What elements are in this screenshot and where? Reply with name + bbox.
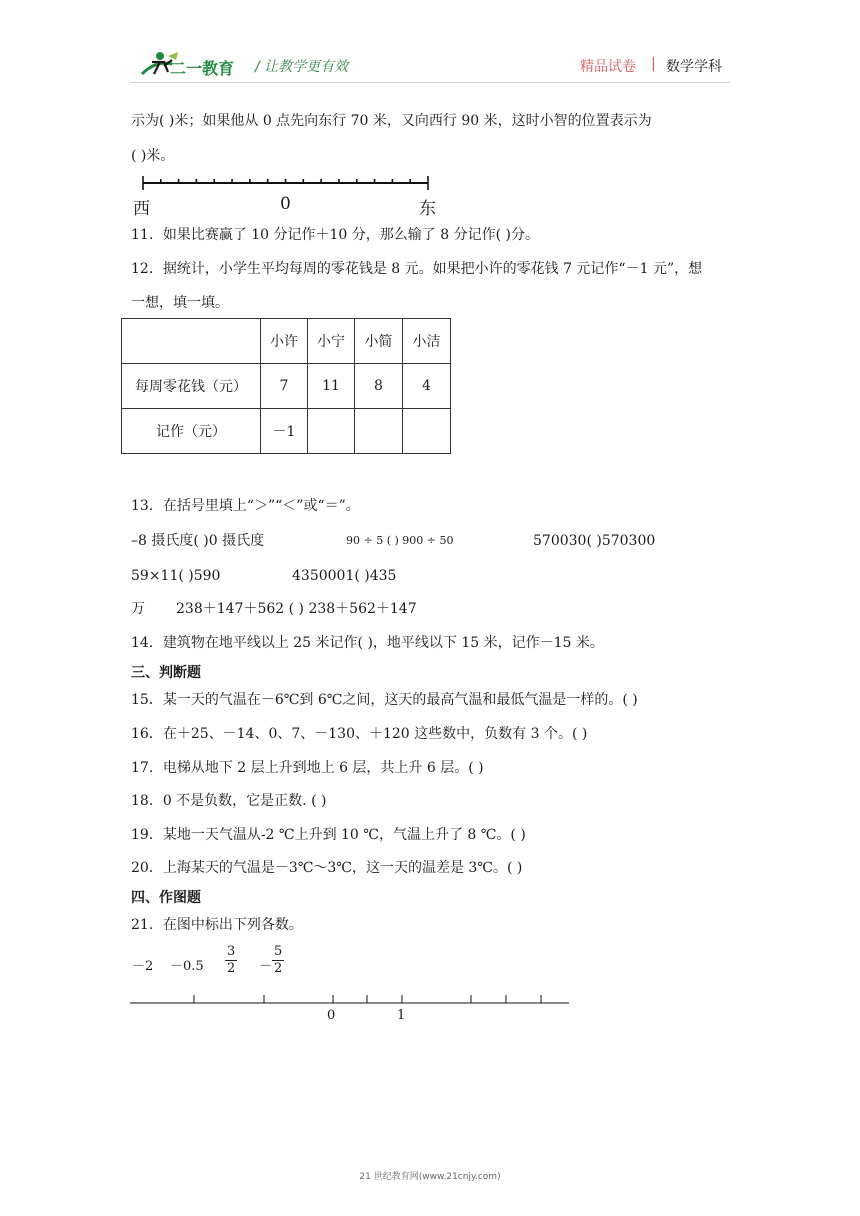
q10-axis-zero: 0 (280, 194, 291, 214)
section-judge-title: 三、判断题 (131, 665, 201, 681)
header-subject: 数学学科 (666, 59, 722, 75)
q21-minus-sign: － (259, 959, 273, 974)
q21-fraction-3-2 (225, 944, 237, 977)
q13-row1-b: 90 ÷ 5 ( ) 900 ÷ 50 (346, 534, 454, 547)
table-cell: 4 (403, 364, 451, 409)
q14-text: 14．建筑物在地平线以上 25 米记作( )，地平线以下 15 米，记作－15 米。 (131, 635, 604, 651)
judge-item-19: 19．某地一天气温从-2 ℃上升到 10 ℃，气温上升了 8 ℃。( ) (131, 827, 526, 843)
header-divider (130, 82, 730, 83)
q13-row1-a: –8 摄氏度( )0 摄氏度 (131, 533, 265, 549)
q12-line2: 一想，填一填。 (131, 295, 229, 311)
table-cell: 8 (355, 364, 403, 409)
q21-label-one: 1 (397, 1008, 406, 1023)
table-cell: 11 (308, 364, 355, 409)
q10-axis-west: 西 (133, 199, 150, 219)
table-answer-cell[interactable] (355, 409, 403, 454)
table-header-row (122, 319, 451, 364)
q11-text: 11．如果比赛赢了 10 分记作＋10 分，那么输了 8 分记作( )分。 (131, 227, 539, 243)
q21-number-line (125, 990, 575, 1010)
q12-line1: 12．据统计，小学生平均每周的零花钱是 8 元。如果把小许的零花钱 7 元记作“－1 元”，想 (131, 261, 703, 277)
header-separator: | (651, 56, 656, 72)
section-drawing-title: 四、作图题 (131, 890, 201, 906)
fraction-numerator: 5 (274, 944, 283, 959)
judge-item-17: 17．电梯从地下 2 层上升到地上 6 层，共上升 6 层。( ) (131, 760, 484, 776)
fraction-denominator: 2 (227, 961, 236, 976)
table-cell: －1 (261, 409, 308, 454)
judge-item-15: 15．某一天的气温在－6℃到 6℃之间，这天的最高气温和最低气温是一样的。( ) (131, 692, 638, 708)
header-tag: 精品试卷 (580, 59, 636, 75)
logo-text: 二一教育 (170, 59, 235, 78)
fraction-denominator: 2 (274, 961, 283, 976)
q21-label-zero: 0 (327, 1008, 336, 1023)
table-answer-cell[interactable] (403, 409, 451, 454)
table-answer-cell[interactable] (308, 409, 355, 454)
table-header-cell: 小简 (355, 319, 403, 364)
q10-number-line (130, 172, 440, 192)
slogan: / 让教学更有效 (255, 59, 349, 75)
q21-number-neg05: －0.5 (170, 959, 204, 974)
table-header-cell: 小宁 (308, 319, 355, 364)
table-cell: 7 (261, 364, 308, 409)
q21-title: 21．在图中标出下列各数。 (131, 917, 303, 933)
q13-row2-a: 59×11( )590 (131, 568, 221, 584)
table-header-cell: 小洁 (403, 319, 451, 364)
q13-row3-b: 238＋147＋562 ( ) 238＋562＋147 (176, 601, 417, 617)
q13-row2-b: 4350001( )435 (292, 568, 397, 584)
judge-item-18: 18．0 不是负数，它是正数. ( ) (131, 793, 327, 809)
q13-row3-a: 万 (131, 601, 145, 617)
judge-item-20: 20．上海某天的气温是－3℃～3℃，这一天的温差是 3℃。( ) (131, 860, 523, 876)
allowance-table (121, 318, 451, 454)
table-row-label: 每周零花钱（元） (122, 364, 261, 409)
table-row (122, 364, 451, 409)
q21-number-neg2: －2 (132, 959, 154, 974)
q21-fraction-5-2 (272, 944, 284, 977)
q10-line1: 示为( )米；如果他从 0 点先向东行 70 米，又向西行 90 米，这时小智的位置表示为 (131, 113, 652, 129)
q10-axis-east: 东 (419, 199, 436, 219)
judge-item-16: 16．在＋25、－14、0、7、－130、＋120 这些数中，负数有 3 个。( ) (131, 726, 588, 742)
q10-line2: ( )米。 (131, 148, 175, 164)
table-row-label: 记作（元） (122, 409, 261, 454)
q13-row1-c: 570030( )570300 (533, 533, 656, 549)
page-footer: 21 世纪教育网(www.21cnjy.com) (359, 1172, 501, 1182)
table-header-cell: 小许 (261, 319, 308, 364)
q13-title: 13．在括号里填上“＞”“＜”或“＝”。 (131, 498, 360, 514)
table-row (122, 409, 451, 454)
table-cell (122, 319, 261, 364)
fraction-numerator: 3 (227, 944, 236, 959)
